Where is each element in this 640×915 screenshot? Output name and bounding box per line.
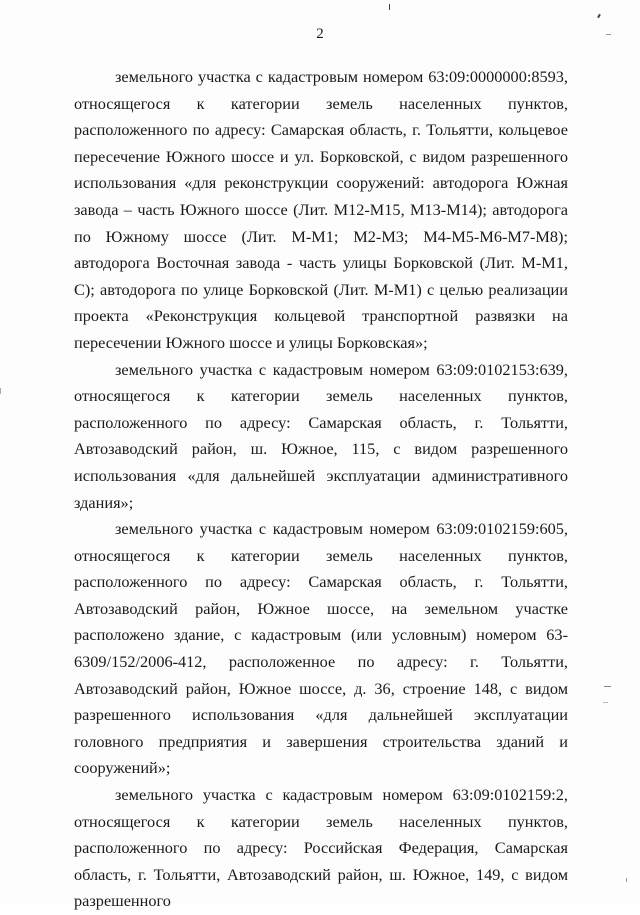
scan-artifact (0, 388, 1, 394)
scan-artifact (389, 4, 390, 10)
document-body (74, 64, 568, 915)
paragraph-land-plot-2: земельного участка с кадастровым номером 63:09:0102159:2, относящегося к категории земель населенных пунктов, расположенного по адресу: Российская Федерация, Самарская область, г. Тольятти, Автозаводский район, ш. Южное, 149, с видом разрешенного (74, 785, 568, 911)
scan-artifact (597, 14, 601, 18)
paragraph-land-plot-8593: земельного участка с кадастровым номером 63:09:0000000:8593, относящегося к категории земель населенных пунктов, расположенного по адресу: Самарская область, г. Тольятти, кольцевое пересечение Южного шоссе и ул. Борковской, с видом разрешенного использования «для реконструкции сооружений: автодорога Южная завода – часть Южного шоссе (Лит. М12-М15, М13-М14); автодорога по Южному шоссе (Лит. М-М1; М2-М3; М4-М5-М6-М7-М8); автодорога Восточная завода - часть улицы Борковской (Лит. М-М1, С); автодорога по улице Борковской (Лит. М-М1) с целью реализации проекта «Реконструкция кольцевой транспортной развязки на пересечении Южного шоссе и улицы Борковская»; (74, 67, 568, 352)
paragraph-land-plot-639: земельного участка с кадастровым номером 63:09:0102153:639, относящегося к категории земель населенных пунктов, расположенного по адресу: Самарская область, г. Тольятти, Автозаводский район, ш. Южное, 115, с видом разрешенного использования «для дальнейшей эксплуатации административного здания»; (74, 359, 568, 512)
scan-artifact (603, 702, 608, 703)
page-number: 2 (316, 26, 324, 42)
scan-artifact (626, 878, 627, 882)
paragraph-land-plot-605: земельного участка с кадастровым номером 63:09:0102159:605, относящегося к категории земель населенных пунктов, расположенного по адресу: Самарская область, г. Тольятти, Автозаводский район, Южное шоссе, на земельном участке расположено здание, с кадастровым (или условным) номером 63-6309/152/2006-412, расположенное по адресу: г. Тольятти, Автозаводский район, Южное шоссе, д. 36, строение 148, с видом разрешенного использования «для дальнейшей эксплуатации головного предприятия и завершения строительства зданий и сооружений»; (74, 519, 568, 778)
scan-artifact (604, 686, 611, 687)
